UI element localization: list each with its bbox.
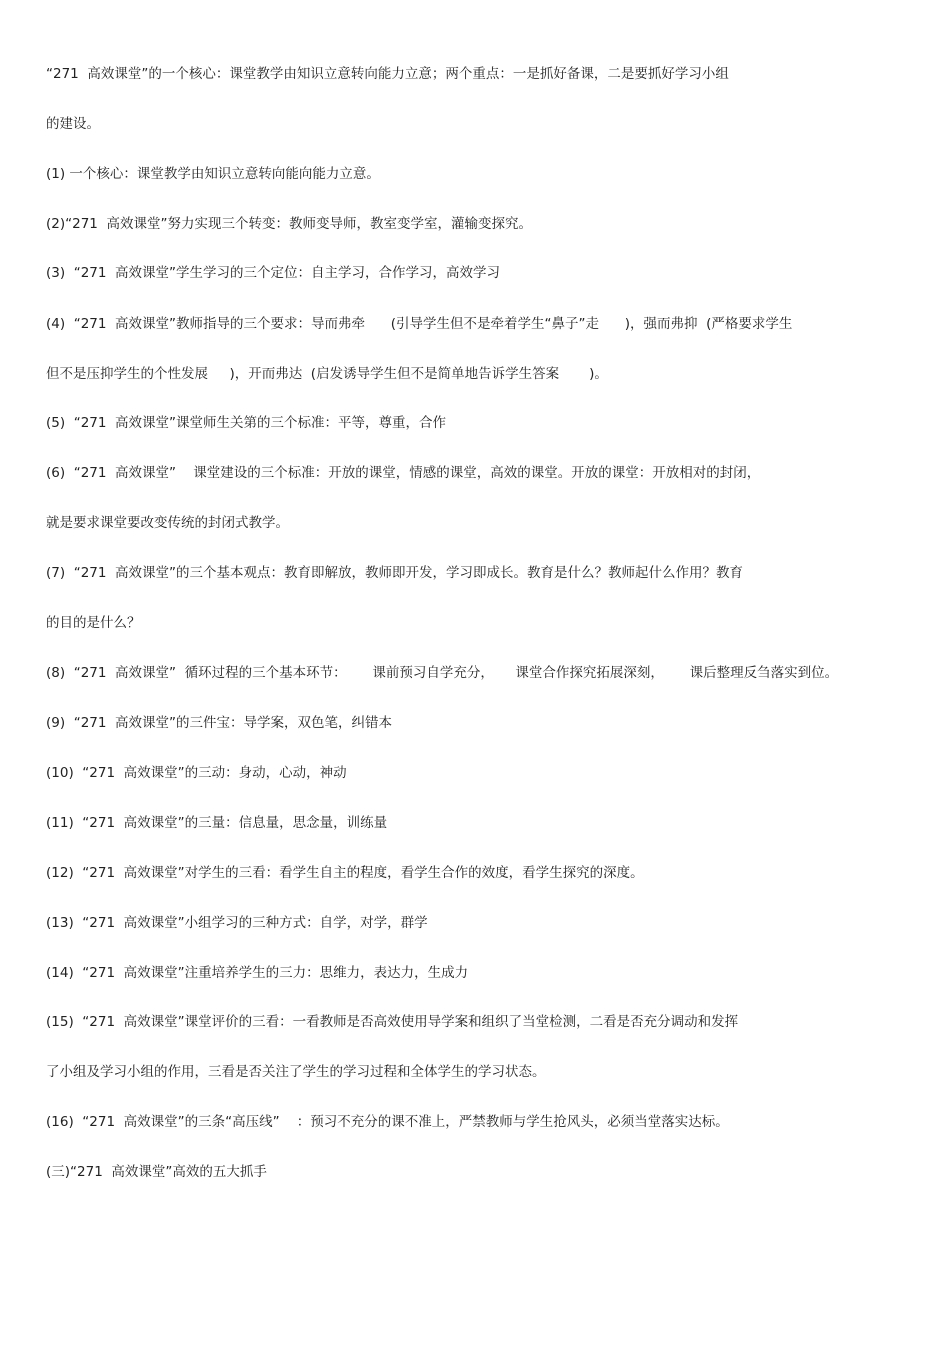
text-line: 的目的是什么？ xyxy=(46,615,141,631)
text-line: (15) “271 高效课堂”课堂评价的三看：一看教师是否高效使用导学案和组织了当堂检测，二看是否充分调动和发挥 xyxy=(46,1014,739,1030)
section-heading: (三)“271 高效课堂”高效的五大抓手 xyxy=(46,1164,267,1180)
text-line: “271 高效课堂”的一个核心：课堂教学由知识立意转向能力立意；两个重点：一是抓好备课，二是要抓好学习小组 xyxy=(46,66,729,82)
text-line: 就是要求课堂要改变传统的封闭式教学。 xyxy=(46,515,289,531)
text-line: (9) “271 高效课堂”的三件宝：导学案，双色笔，纠错本 xyxy=(46,715,393,731)
text-line: (4) “271 高效课堂”教师指导的三个要求：导而弗牵 (引导学生但不是牵着学生“鼻子”走 )，强而弗抑 (严格要求学生 xyxy=(46,316,793,332)
text-line: (10) “271 高效课堂”的三动：身动，心动，神动 xyxy=(46,765,347,781)
text-line: (3) “271 高效课堂”学生学习的三个定位：自主学习，合作学习，高效学习 xyxy=(46,265,501,281)
text-line: 但不是压抑学生的个性发展 )，开而弗达 (启发诱导学生但不是简单地告诉学生答案 )。 xyxy=(46,366,608,382)
text-line: (6) “271 高效课堂” 课堂建设的三个标准：开放的课堂，情感的课堂，高效的课堂。开放的课堂：开放相对的封闭， xyxy=(46,465,761,481)
text-line: 的建设。 xyxy=(46,116,100,132)
text-line: (11) “271 高效课堂”的三量：信息量，思念量，训练量 xyxy=(46,815,388,831)
text-line: (12) “271 高效课堂”对学生的三看：看学生自主的程度，看学生合作的效度，看学生探究的深度。 xyxy=(46,865,644,881)
text-line: 了小组及学习小组的作用，三看是否关注了学生的学习过程和全体学生的学习状态。 xyxy=(46,1064,546,1080)
text-line: (7) “271 高效课堂”的三个基本观点：教育即解放，教师即开发，学习即成长。教育是什么？教师起什么作用？教育 xyxy=(46,565,744,581)
text-line: (2)“271 高效课堂”努力实现三个转变：教师变导师，教室变学室，灌输变探究。 xyxy=(46,216,532,232)
text-line: (13) “271 高效课堂”小组学习的三种方式：自学，对学，群学 xyxy=(46,915,428,931)
text-line: (1) 一个核心：课堂教学由知识立意转向能向能力立意。 xyxy=(46,166,380,182)
text-line: (14) “271 高效课堂”注重培养学生的三力：思维力，表达力，生成力 xyxy=(46,965,469,981)
text-line: (5) “271 高效课堂”课堂师生关第的三个标准：平等，尊重，合作 xyxy=(46,415,447,431)
text-line: (8) “271 高效课堂” 循环过程的三个基本环节： 课前预习自学充分， 课堂合作探究拓展深刻， 课后整理反刍落实到位。 xyxy=(46,665,839,681)
text-line: (16) “271 高效课堂”的三条“高压线” ：预习不充分的课不准上，严禁教师与学生抢风头，必须当堂落实达标。 xyxy=(46,1114,729,1130)
